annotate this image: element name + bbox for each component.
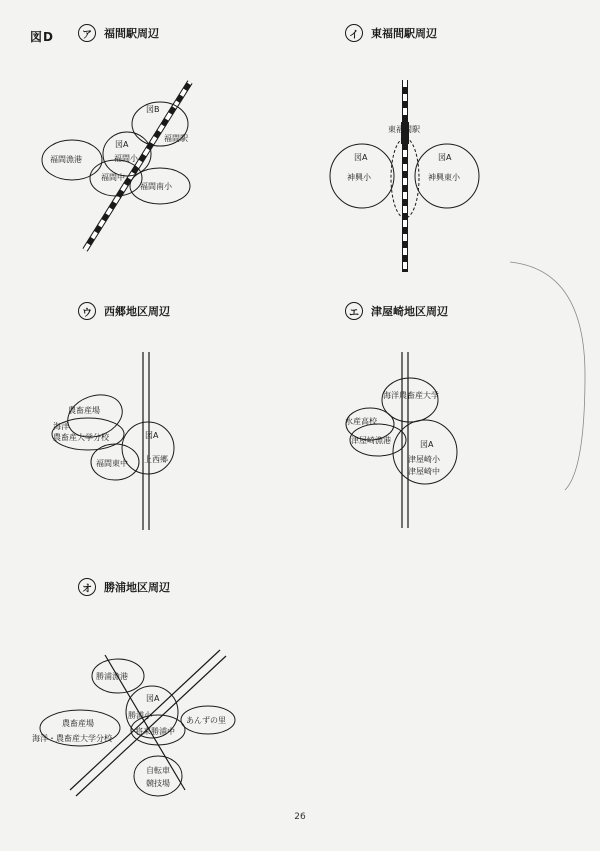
panel-i-map <box>330 80 479 272</box>
label-fukuma-higashi-chu: 福間東中 <box>96 459 128 468</box>
scan-artifact-curve <box>510 262 585 490</box>
label-zu-a: 図A <box>115 140 129 149</box>
label-chikusan-jo: 農畜産場 <box>62 719 94 728</box>
panel-u-badge: ウ <box>78 302 96 320</box>
label-nochikusan-daigaku-bunko: 農畜産大学分校 <box>53 433 109 442</box>
panel-o-badge: オ <box>78 578 96 596</box>
panel-a-badge: ア <box>78 24 96 42</box>
page-number: 26 <box>294 812 306 822</box>
label-fukuma-sho: 福間小 <box>114 154 138 163</box>
label-tsuyazaki-gyoko: 津屋崎漁港 <box>351 436 391 445</box>
label-zu-b: 図B <box>146 105 160 114</box>
panel-u-map <box>52 352 174 530</box>
panel-o-map <box>32 650 235 796</box>
label-jinko-sho: 神興小 <box>347 173 371 182</box>
label-jinko-higashi-sho: 神興東小 <box>428 173 460 182</box>
figure-label: 図D <box>30 30 54 44</box>
label-fukuma-station: 福間駅 <box>164 134 188 143</box>
label-zu-a: 図A <box>420 440 434 449</box>
label-katsuura-sho: 勝浦小 <box>128 711 152 720</box>
jitensha-circle <box>134 756 182 796</box>
label-fukuma-gyoko: 福間漁港 <box>50 155 82 164</box>
label-kamisaigo: 上西郷 <box>144 455 168 464</box>
label-zu-a-1: 図A <box>354 153 368 162</box>
label-tsuyazaki-sho: 津屋崎小 <box>408 455 440 464</box>
panel-u-title-text: 西郷地区周辺 <box>104 305 170 318</box>
label-suisan-koko: 水産高校 <box>345 417 377 426</box>
label-fukuma-minami-sho: 福間南小 <box>140 182 172 191</box>
panel-e-badge: エ <box>345 302 363 320</box>
panel-i-badge: イ <box>345 24 363 42</box>
label-anzu-no-sato: あんずの里 <box>186 716 226 725</box>
panel-i-title-text: 東福間駅周辺 <box>371 27 437 40</box>
panel-a-title-text: 福間駅周辺 <box>104 27 159 40</box>
label-kaiyo: 海洋 <box>53 422 69 431</box>
panel-e-map <box>345 352 457 528</box>
label-zu-a: 図A <box>146 694 160 703</box>
panel-e-title-text: 津屋崎地区周辺 <box>371 305 448 318</box>
label-kyogijo: 競技場 <box>146 779 170 788</box>
label-higashi-fukuma-station: 東福間駅 <box>388 125 420 134</box>
label-zu-a-2: 図A <box>438 153 452 162</box>
label-fukuma-chu: 福間中 <box>101 173 125 182</box>
label-shorai-katsuura-chu: 将来勝浦中 <box>135 727 175 736</box>
label-tsuyazaki-chu: 津屋崎中 <box>408 467 440 476</box>
panel-o-title-text: 勝浦地区周辺 <box>104 581 170 594</box>
label-kaiyo-daigaku-bunko: 海洋・農畜産大学分校 <box>32 734 112 743</box>
label-jitensha: 自転車 <box>146 766 170 775</box>
label-zu-a: 図A <box>145 431 159 440</box>
label-chikusan-jo: 農畜産場 <box>68 406 100 415</box>
panel-a-map <box>42 82 190 250</box>
label-katsuura-gyoko: 勝浦漁港 <box>96 672 128 681</box>
label-kaiyo-nochikusan-daigaku: 海洋農畜産大学 <box>383 391 439 400</box>
